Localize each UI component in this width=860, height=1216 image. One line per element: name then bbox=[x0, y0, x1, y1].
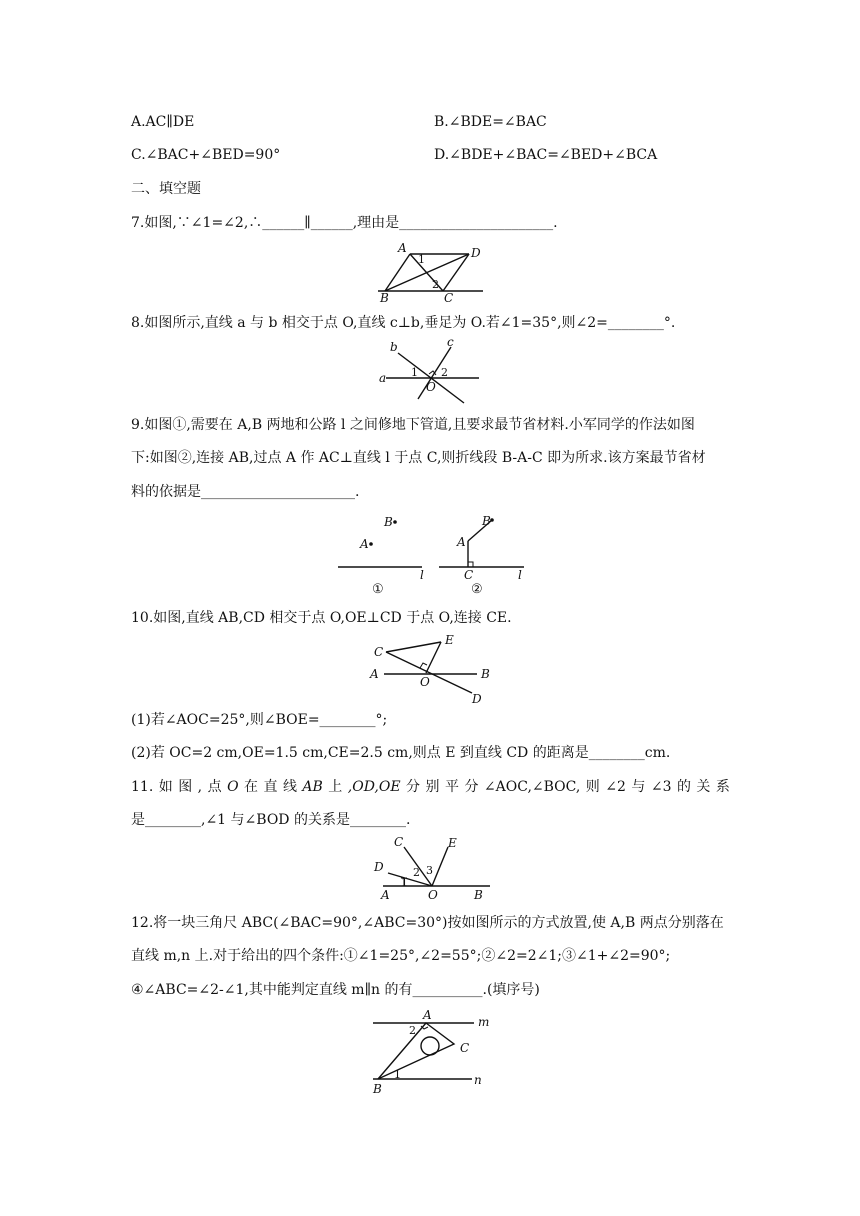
label-o: O bbox=[428, 888, 438, 902]
label-a: A bbox=[381, 888, 390, 902]
angle-2: 2 bbox=[432, 278, 439, 291]
question-12-line1: 12.将一块三角尺 ABC(∠BAC=90°,∠ABC=30°)按如图所示的方式放置,使 A,B 两点分别落在 bbox=[131, 915, 724, 931]
question-12-line2: 直线 m,n 上.对于给出的四个条件:①∠1=25°,∠2=55°;②∠2=2∠1;③∠1+∠2=90°; bbox=[131, 948, 671, 964]
label-b: B bbox=[380, 291, 389, 304]
label-l: l bbox=[420, 568, 424, 582]
label-a: A bbox=[360, 537, 369, 551]
option-c: C.∠BAC+∠BED=90° bbox=[131, 147, 281, 163]
question-8: 8.如图所示,直线 a 与 b 相交于点 O,直线 c⊥b,垂足为 O.若∠1=35°,则∠2=________°. bbox=[131, 315, 676, 331]
question-12-line3: ④∠ABC=∠2-∠1,其中能判定直线 m∥n 的有__________.(填序号) bbox=[131, 982, 540, 998]
option-a: A.AC∥DE bbox=[131, 114, 195, 130]
label-e: E bbox=[448, 836, 457, 850]
label-b: B bbox=[373, 1082, 382, 1096]
label-a: A bbox=[370, 667, 379, 681]
label-e: E bbox=[445, 633, 454, 647]
label-b2: B bbox=[482, 514, 491, 528]
figure-q10 bbox=[364, 630, 504, 705]
question-10-sub1: (1)若∠AOC=25°,则∠BOE=________°; bbox=[131, 712, 388, 728]
angle-2: 2 bbox=[413, 866, 420, 879]
option-b: B.∠BDE=∠BAC bbox=[434, 114, 547, 130]
angle-2: 2 bbox=[409, 1024, 416, 1037]
label-l2: l bbox=[518, 568, 522, 582]
label-a: A bbox=[423, 1008, 432, 1022]
angle-1: 1 bbox=[401, 876, 408, 889]
label-a: A bbox=[398, 241, 407, 255]
option-d: D.∠BDE+∠BAC=∠BED+∠BCA bbox=[434, 147, 658, 163]
label-b: b bbox=[390, 340, 398, 354]
figure-q12 bbox=[368, 1006, 498, 1098]
label-c: C bbox=[394, 835, 404, 849]
label-m: m bbox=[478, 1015, 490, 1029]
label-c: C bbox=[464, 568, 474, 582]
figure-q8 bbox=[374, 337, 484, 407]
question-11-line2: 是________,∠1 与∠BOD 的关系是________. bbox=[131, 812, 411, 828]
question-10-sub2: (2)若 OC=2 cm,OE=1.5 cm,CE=2.5 cm,则点 E 到直线 CD 的距离是________cm. bbox=[131, 745, 671, 761]
label-o: O bbox=[420, 675, 430, 689]
label-b: B bbox=[474, 888, 483, 902]
question-11-line1: 11. 如 图 , 点 O 在 直 线 AB 上 ,OD,OE 分 别 平 分 ∠AOC,∠BOC, 则 ∠2 与 ∠3 的 关 系 bbox=[131, 779, 730, 795]
label-d: D bbox=[472, 692, 482, 705]
figure-q9 bbox=[334, 505, 534, 600]
label-c: c bbox=[447, 337, 454, 349]
question-10: 10.如图,直线 AB,CD 相交于点 O,OE⊥CD 于点 O,连接 CE. bbox=[131, 610, 512, 626]
label-n: n bbox=[474, 1073, 482, 1087]
question-9-line3: 料的依据是______________________. bbox=[131, 484, 360, 500]
label-b: B bbox=[384, 515, 393, 529]
question-9-line1: 9.如图①,需要在 A,B 两地和公路 l 之间修地下管道,且要求最节省材料.小军同学的作法如图 bbox=[131, 417, 695, 433]
angle-3: 3 bbox=[426, 864, 433, 877]
label-a: a bbox=[379, 371, 387, 385]
angle-2: 2 bbox=[441, 366, 448, 379]
label-c: C bbox=[444, 291, 454, 304]
label-o: O bbox=[426, 380, 436, 394]
label-b: B bbox=[481, 667, 490, 681]
label-d: D bbox=[471, 246, 481, 260]
angle-1: 1 bbox=[394, 1068, 401, 1081]
section-title: 二、填空题 bbox=[131, 181, 201, 197]
question-7: 7.如图,∵∠1=∠2,∴______∥______,理由是______________________. bbox=[131, 215, 558, 231]
label-c: C bbox=[460, 1041, 470, 1055]
angle-1: 1 bbox=[411, 366, 418, 379]
question-9-line2: 下:如图②,连接 AB,过点 A 作 AC⊥直线 l 于点 C,则折线段 B-A-C 即为所求.该方案最节省材 bbox=[131, 450, 706, 466]
angle-1: 1 bbox=[418, 253, 425, 266]
caption-2: ② bbox=[471, 582, 483, 597]
label-a2: A bbox=[457, 535, 466, 549]
caption-1: ① bbox=[372, 582, 384, 597]
label-c: C bbox=[374, 645, 384, 659]
label-d: D bbox=[374, 860, 384, 874]
figure-q11 bbox=[368, 833, 498, 905]
figure-q7 bbox=[370, 240, 490, 304]
